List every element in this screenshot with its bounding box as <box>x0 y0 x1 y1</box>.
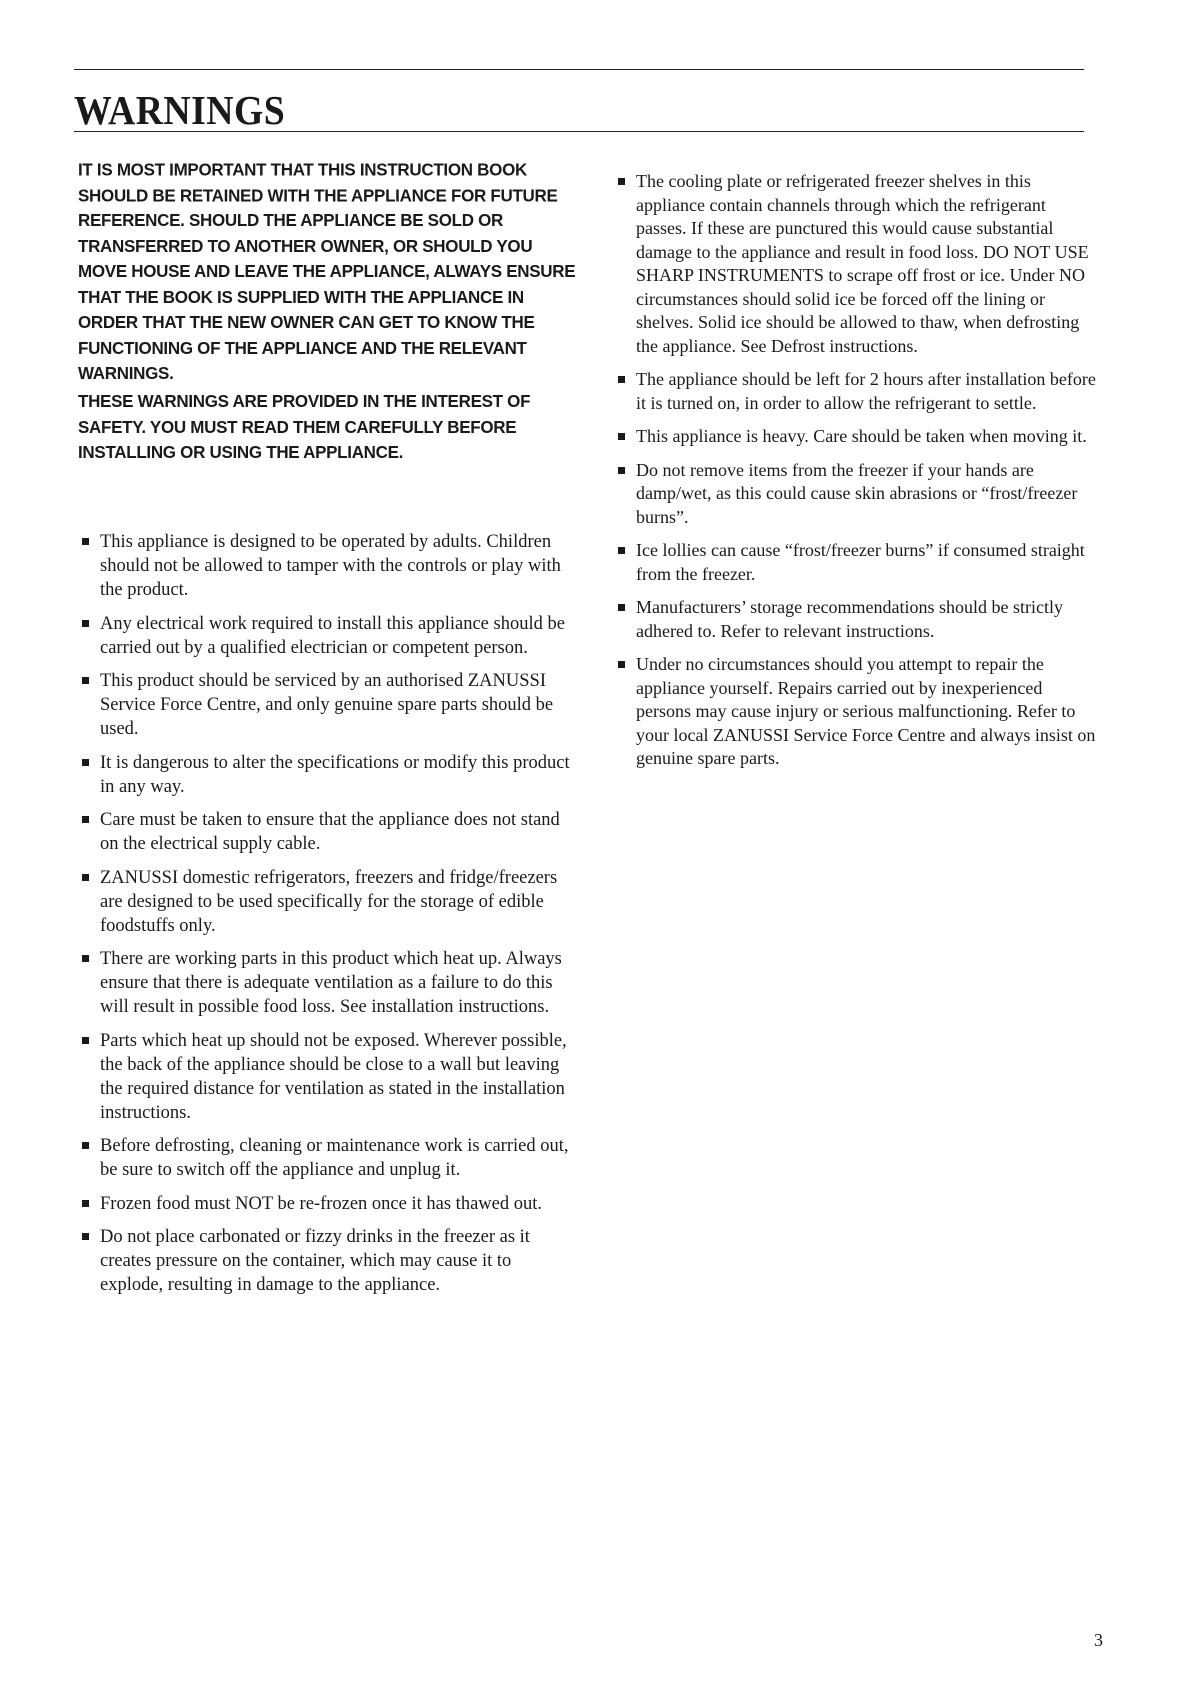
warning-text: The appliance should be left for 2 hours after installation before it is turned on, in order to allow the refrigerant to settle. <box>636 369 1096 413</box>
bullet-square-icon <box>82 620 89 627</box>
warning-text: Under no circumstances should you attempt to repair the appliance yourself. Repairs carried out by inexperienced persons may cause injury or serious malfunctioning. Refer to your local ZANUSSI Service Force Centre and always insist on genuine spare parts. <box>636 654 1096 768</box>
warning-text: Care must be taken to ensure that the appliance does not stand on the electrical supply cable. <box>100 810 560 854</box>
page-title: WARNINGS <box>74 87 286 133</box>
warning-item <box>614 539 1100 586</box>
warning-item <box>78 808 578 856</box>
warning-item <box>614 596 1100 643</box>
warning-text: This appliance is heavy. Care should be taken when moving it. <box>636 426 1087 446</box>
warning-item <box>78 751 578 799</box>
warning-item <box>614 170 1100 358</box>
bullet-square-icon <box>618 661 625 668</box>
header-rule-top <box>74 69 1084 70</box>
warning-item <box>78 669 578 741</box>
warning-text: Parts which heat up should not be exposed. Wherever possible, the back of the appliance should be close to a wall but leaving the required distance for ventilation as stated in the installation instructions. <box>100 1030 567 1123</box>
bullet-square-icon <box>82 1037 89 1044</box>
left-column <box>78 159 578 1307</box>
warning-item <box>78 1192 578 1216</box>
warning-item <box>78 612 578 660</box>
warning-item <box>614 459 1100 530</box>
warning-text: Do not remove items from the freezer if your hands are damp/wet, as this could cause skin abrasions or “frost/freezer burns”. <box>636 459 1078 527</box>
header-rule-bottom <box>74 131 1084 132</box>
warning-item <box>78 1134 578 1182</box>
bullet-square-icon <box>618 547 625 554</box>
warning-text: Any electrical work required to install this appliance should be carried out by a qualified electrician or competent person. <box>100 613 565 658</box>
page-number: 3 <box>1094 1630 1103 1650</box>
bullet-square-icon <box>82 874 89 881</box>
warning-text: Ice lollies can cause “frost/freezer burns” if consumed straight from the freezer. <box>636 540 1085 584</box>
warning-item <box>78 947 578 1019</box>
warning-text: It is dangerous to alter the specifications or modify this product in any way. <box>100 752 570 797</box>
warning-item <box>78 866 578 938</box>
warning-text: There are working parts in this product which heat up. Always ensure that there is adequate ventilation as a failure to do this will result in possible food loss. See installation instructions. <box>100 949 562 1017</box>
bullet-square-icon <box>618 467 625 474</box>
warning-item <box>78 1225 578 1297</box>
intro-paragraph-2: THESE WARNINGS ARE PROVIDED IN THE INTEREST OF SAFETY. YOU MUST READ THEM CAREFULLY BEFORE INSTALLING OR USING THE APPLIANCE. <box>78 391 531 462</box>
warning-item <box>614 653 1100 771</box>
bullet-square-icon <box>618 433 625 440</box>
bullet-square-icon <box>618 178 625 185</box>
warning-text: Frozen food must NOT be re-frozen once it has thawed out. <box>100 1193 542 1214</box>
bullet-square-icon <box>618 376 625 383</box>
bullet-square-icon <box>82 955 89 962</box>
right-column <box>614 170 1100 781</box>
warning-text: The cooling plate or refrigerated freezer shelves in this appliance contain channels through which the refrigerant passes. If these are punctured this would cause substantial damage to the appliance and result in food loss. DO NOT USE SHARP INSTRUMENTS to scrape off frost or ice. Under NO circumstances should solid ice be forced off the lining or shelves. Solid ice should be allowed to thaw, when defrosting the appliance. See Defrost instructions. <box>636 171 1089 356</box>
warning-text: ZANUSSI domestic refrigerators, freezers and fridge/freezers are designed to be used specifically for the storage of edible foodstuffs only. <box>100 867 558 936</box>
bullet-square-icon <box>82 677 89 684</box>
bullet-square-icon <box>82 759 89 766</box>
warning-text: Manufacturers’ storage recommendations should be strictly adhered to. Refer to relevant instructions. <box>636 597 1064 641</box>
right-warning-list <box>614 170 1100 771</box>
warning-text: This appliance is designed to be operated by adults. Children should not be allowed to tamper with the controls or play with the product. <box>100 532 561 600</box>
bullet-square-icon <box>82 1233 89 1240</box>
warning-text: This product should be serviced by an authorised ZANUSSI Service Force Centre, and only genuine spare parts should be used. <box>100 671 554 739</box>
warning-text: Before defrosting, cleaning or maintenance work is carried out, be sure to switch off the appliance and unplug it. <box>100 1136 569 1180</box>
warning-item <box>614 425 1100 449</box>
left-warning-list <box>78 530 578 1297</box>
bullet-square-icon <box>618 604 625 611</box>
warning-item <box>78 530 578 602</box>
bullet-square-icon <box>82 816 89 823</box>
bullet-square-icon <box>82 1142 89 1149</box>
bullet-square-icon <box>82 538 89 545</box>
warning-item <box>78 1029 578 1125</box>
warning-item <box>614 368 1100 415</box>
bullet-square-icon <box>82 1200 89 1207</box>
intro-paragraph-1: IT IS MOST IMPORTANT THAT THIS INSTRUCTION BOOK SHOULD BE RETAINED WITH THE APPLIANCE FOR FUTURE REFERENCE. SHOULD THE APPLIANCE BE SOLD OR TRANSFERRED TO ANOTHER OWNER, OR SHOULD YOU MOVE HOUSE AND LEAVE THE APPLIANCE, ALWAYS ENSURE THAT THE BOOK IS SUPPLIED WITH THE APPLIANCE IN ORDER THAT THE NEW OWNER CAN GET TO KNOW THE FUNCTIONING OF THE APPLIANCE AND THE RELEVANT WARNINGS. <box>78 159 576 384</box>
warning-text: Do not place carbonated or fizzy drinks in the freezer as it creates pressure on the container, which may cause it to explode, resulting in damage to the appliance. <box>100 1227 530 1295</box>
